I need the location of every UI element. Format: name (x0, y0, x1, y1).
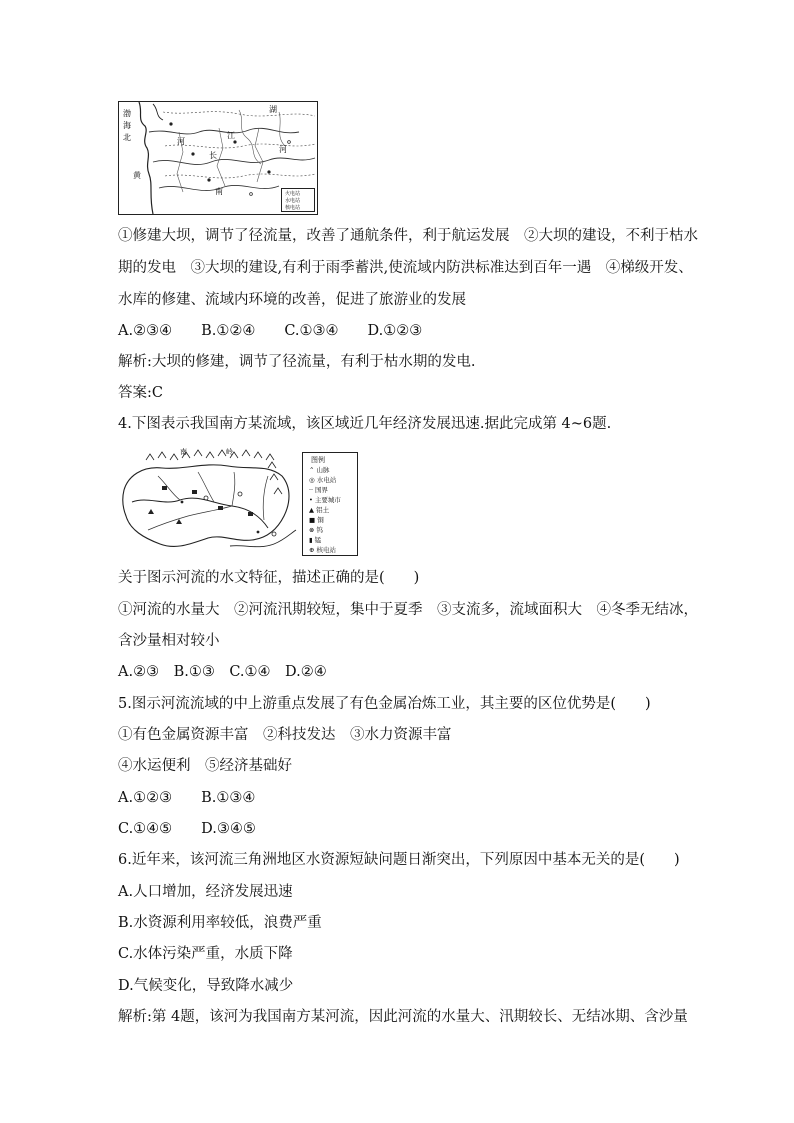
q5-choices-line-1: ①有色金属资源丰富 ②科技发达 ③水力资源丰富 (118, 727, 452, 743)
legend-manganese: ▮ 锰 (309, 536, 322, 544)
legend-major-city: • 主要城市 (309, 496, 341, 504)
q5-choices-line-2: ④水运便利 ⑤经济基础好 (118, 758, 292, 774)
q6-option-a: A.人口增加，经济发展迅速 (118, 884, 293, 900)
map1-label: 北 (123, 133, 131, 142)
q6-option-d: D.气候变化，导致降水减少 (118, 978, 294, 994)
q5-stem: 5.图示河流流域的中上游重点发展了有色金属冶炼工业，其主要的区位优势是( ) (118, 696, 651, 712)
legend-thermal-station: 火电站 (285, 191, 301, 197)
map1-label: 南 (215, 187, 223, 196)
map1-label: 湖 (269, 105, 277, 114)
legend-tungsten: ⊗ 钨 (309, 526, 324, 534)
map1-label: 渤 (123, 109, 131, 118)
map1-label: 海 (123, 121, 131, 130)
map-southern-basin-drawing (118, 446, 298, 556)
legend-border: ┈ 国界 (309, 486, 328, 494)
legend-hydro-station: ◎ 水电站 (309, 476, 337, 484)
q6-option-c: C.水体污染严重，水质下降 (118, 946, 293, 962)
legend-copper: ■ 铜 (309, 516, 324, 524)
legend-bauxite: ▲ 铝土 (309, 506, 330, 514)
legend-nuclear-station: ⊕ 核电站 (309, 546, 337, 554)
map1-label: 长 (209, 151, 217, 160)
map-southern-basin (118, 446, 298, 556)
q4-choices-line-1: ①河流的水量大 ②河流汛期较短，集中于夏季 ③支流多，流域面积大 ④冬季无结冰， (118, 602, 698, 618)
map1-label: 江 (227, 131, 235, 140)
q3-answer: 答案:C (118, 385, 163, 401)
q3-options: A.②③④ B.①②④ C.①③④ D.①②③ (118, 323, 423, 339)
map1-label: 黄 (133, 171, 141, 180)
map1-label: 河 (279, 145, 287, 154)
map1-label: 河 (177, 137, 185, 146)
map1-legend (281, 188, 315, 212)
map-yellow-river-basin (118, 101, 318, 215)
legend-mountain: ⌃ 山脉 (309, 466, 330, 474)
q4-intro: 4.下图表示我国南方某流域，该区域近几年经济发展迅速.据此完成第 4~6题. (118, 416, 612, 432)
q3-choices-line-1: ①修建大坝，调节了径流量，改善了通航条件，利于航运发展 ②大坝的建设，不利于枯水 (118, 228, 698, 244)
map2-label: 南 (180, 448, 187, 456)
q6-option-b: B.水资源利用率较低，浪费严重 (118, 915, 322, 931)
q3-choices-line-3: 水库的修建、流域内环境的改善，促进了旅游业的发展 (118, 292, 466, 308)
q3-analysis: 解析:大坝的修建，调节了径流量，有利于枯水期的发电. (118, 354, 476, 370)
q5-options-line-1: A.①②③ B.①③④ (118, 790, 256, 806)
legend-nuclear-station: 核电站 (285, 205, 301, 211)
q6-stem: 6.近年来，该河流三角洲地区水资源短缺问题日渐突出，下列原因中基本无关的是( ) (118, 852, 680, 868)
q4-stem: 关于图示河流的水文特征，描述正确的是( ) (118, 570, 420, 586)
q3-choices-line-2: 期的发电 ③大坝的建设,有利于雨季蓄洪,使流域内防洪标准达到百年一遇 ④梯级开发、 (118, 260, 693, 276)
map2-legend (302, 452, 358, 556)
q4-choices-line-2: 含沙量相对较小 (118, 633, 220, 649)
map2-label: 岭 (226, 448, 233, 456)
q5-options-line-2: C.①④⑤ D.③④⑤ (118, 821, 256, 837)
q6-analysis: 解析:第 4题，该河为我国南方某河流，因此河流的水量大、汛期较长、无结冰期、含沙量 (118, 1009, 688, 1025)
legend-hydro-station: 水电站 (285, 198, 301, 204)
legend-title: 图例 (311, 456, 325, 464)
q4-options: A.②③ B.①③ C.①④ D.②④ (118, 664, 327, 680)
